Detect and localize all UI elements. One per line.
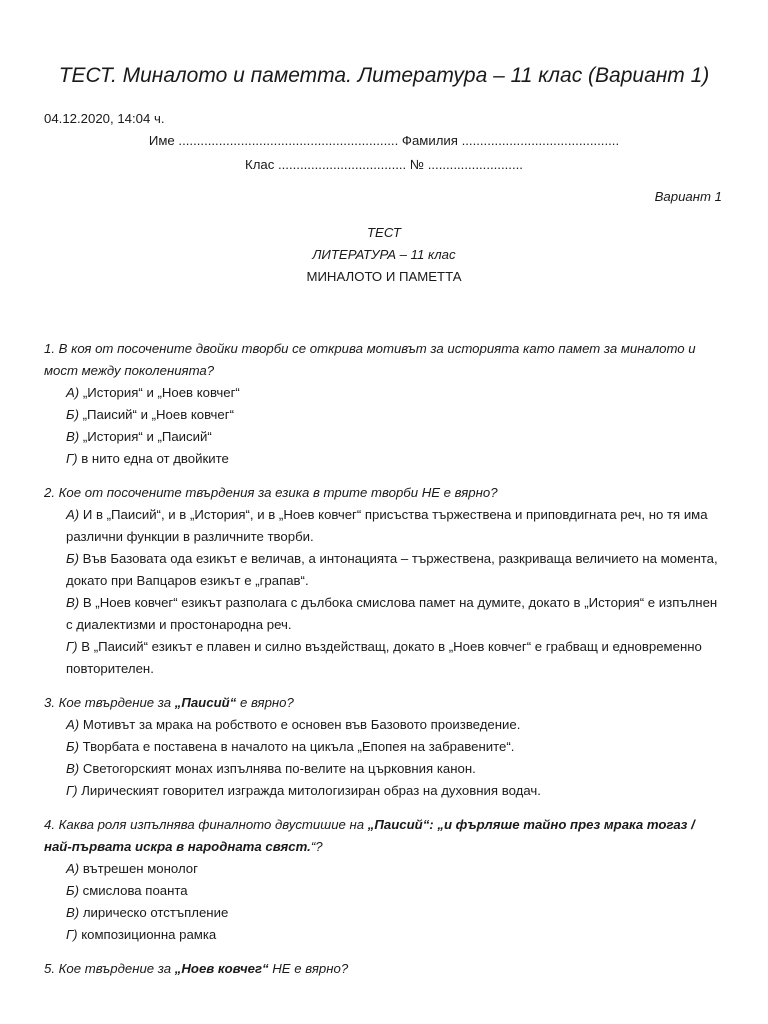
- option-text: Лирическият говорител изгражда митологизиран образ на духовния водач.: [77, 783, 541, 798]
- option-letter: Б): [66, 883, 79, 898]
- document-title: ТЕСТ. Миналото и паметта. Литература – 11 клас (Вариант 1): [58, 64, 710, 87]
- question-text-emphasis: „Паисий“: „и фърляше тайно през мрака тогаз / най-първата искра в народната свяст.: [44, 817, 695, 854]
- answer-option-d[interactable]: [44, 448, 724, 470]
- question-text-pre: 5. Кое твърдение за: [44, 961, 175, 976]
- question-text-post: НЕ е вярно?: [268, 961, 349, 976]
- option-text: И в „Паисий“, и в „История“, и в „Ноев ковчег“ присъства тържествена и приповдигната реч, но тя има различни функции в различните творби.: [66, 507, 708, 544]
- question-5: [44, 958, 724, 980]
- question-text: [44, 692, 724, 714]
- variant-label: Вариант 1: [654, 189, 722, 204]
- answer-option-d[interactable]: [44, 924, 724, 946]
- document-date: 04.12.2020, 14:04 ч.: [44, 111, 165, 126]
- option-letter: А): [66, 861, 80, 876]
- option-text: вътрешен монолог: [79, 861, 198, 876]
- option-letter: А): [66, 385, 80, 400]
- answer-option-d[interactable]: [44, 636, 724, 680]
- question-2: [44, 482, 724, 680]
- option-letter: В): [66, 905, 80, 920]
- answer-option-c[interactable]: [44, 758, 724, 780]
- option-text: смислова поанта: [78, 883, 188, 898]
- question-text-emphasis: „Паисий“: [174, 695, 237, 710]
- option-text: Светогорският монах изпълнява по-велите на църковния канон.: [79, 761, 476, 776]
- question-text-post: “?: [310, 839, 323, 854]
- question-text: 1. В коя от посочените двойки творби се открива мотивът за историята като памет за миналото и мост между поколенията?: [44, 341, 696, 378]
- option-letter: А): [66, 717, 80, 732]
- question-list: [44, 338, 724, 992]
- answer-option-b[interactable]: [44, 404, 724, 426]
- option-text: Мотивът за мрака на робството е основен във Базовото произведение.: [79, 717, 521, 732]
- question-text: [44, 958, 724, 980]
- answer-option-b[interactable]: [44, 880, 724, 902]
- option-text: В „Ноев ковчег“ езикът разполага с дълбока смислова памет на думите, докато в „История“ е изпълнен с диалектизми и простонародна реч.: [66, 595, 718, 632]
- option-letter: Б): [66, 407, 79, 422]
- option-letter: В): [66, 429, 80, 444]
- option-text: В „Паисий“ езикът е плавен и силно въздействащ, докато в „Ноев ковчег“ е грабващ и едновременно повторителен.: [66, 639, 702, 676]
- answer-option-a[interactable]: [44, 382, 724, 404]
- class-line: Клас ................................... № ..........................: [245, 157, 523, 172]
- option-text: Във Базовата ода езикът е величав, а интонацията – тържествена, разкриваща величието на момента, докато при Вапцаров езикът е „грапав“.: [66, 551, 718, 588]
- option-text: лирическо отстъпление: [79, 905, 229, 920]
- option-text: композиционна рамка: [77, 927, 217, 942]
- answer-option-a[interactable]: [44, 504, 724, 548]
- option-letter: Б): [66, 739, 79, 754]
- answer-option-a[interactable]: [44, 714, 724, 736]
- question-text: 2. Кое от посочените твърдения за езика в трите творби НЕ е вярно?: [44, 485, 498, 500]
- option-letter: Г): [66, 451, 78, 466]
- question-text-pre: 4. Каква роля изпълнява финалното двустишие на: [44, 817, 368, 832]
- name-line: Име ............................................................ Фамилия ...........................................: [148, 133, 620, 148]
- option-letter: А): [66, 507, 80, 522]
- option-letter: В): [66, 761, 80, 776]
- answer-option-b[interactable]: [44, 548, 724, 592]
- question-text-post: е вярно?: [236, 695, 294, 710]
- option-letter: Г): [66, 639, 78, 654]
- option-text: „Паисий“ и „Ноев ковчег“: [78, 407, 234, 422]
- question-1: [44, 338, 724, 470]
- answer-option-c[interactable]: [44, 902, 724, 924]
- answer-option-b[interactable]: [44, 736, 724, 758]
- option-letter: Г): [66, 783, 78, 798]
- option-text: „История“ и „Паисий“: [79, 429, 212, 444]
- option-letter: Г): [66, 927, 78, 942]
- option-text: в нито една от двойките: [77, 451, 229, 466]
- answer-option-c[interactable]: [44, 592, 724, 636]
- question-3: [44, 692, 724, 802]
- heading-topic: МИНАЛОТО И ПАМЕТТА: [306, 269, 462, 284]
- question-text: [44, 814, 724, 858]
- answer-option-c[interactable]: [44, 426, 724, 448]
- heading-test: ТЕСТ: [367, 225, 401, 240]
- option-text: „История“ и „Ноев ковчег“: [79, 385, 240, 400]
- heading-subject: ЛИТЕРАТУРА – 11 клас: [312, 247, 456, 262]
- question-text-emphasis: „Ноев ковчег“: [174, 961, 269, 976]
- answer-option-d[interactable]: [44, 780, 724, 802]
- option-letter: Б): [66, 551, 79, 566]
- question-text-pre: 3. Кое твърдение за: [44, 695, 175, 710]
- question-4: [44, 814, 724, 946]
- answer-option-a[interactable]: [44, 858, 724, 880]
- option-letter: В): [66, 595, 80, 610]
- option-text: Творбата е поставена в началото на цикъла „Епопея на забравените“.: [78, 739, 515, 754]
